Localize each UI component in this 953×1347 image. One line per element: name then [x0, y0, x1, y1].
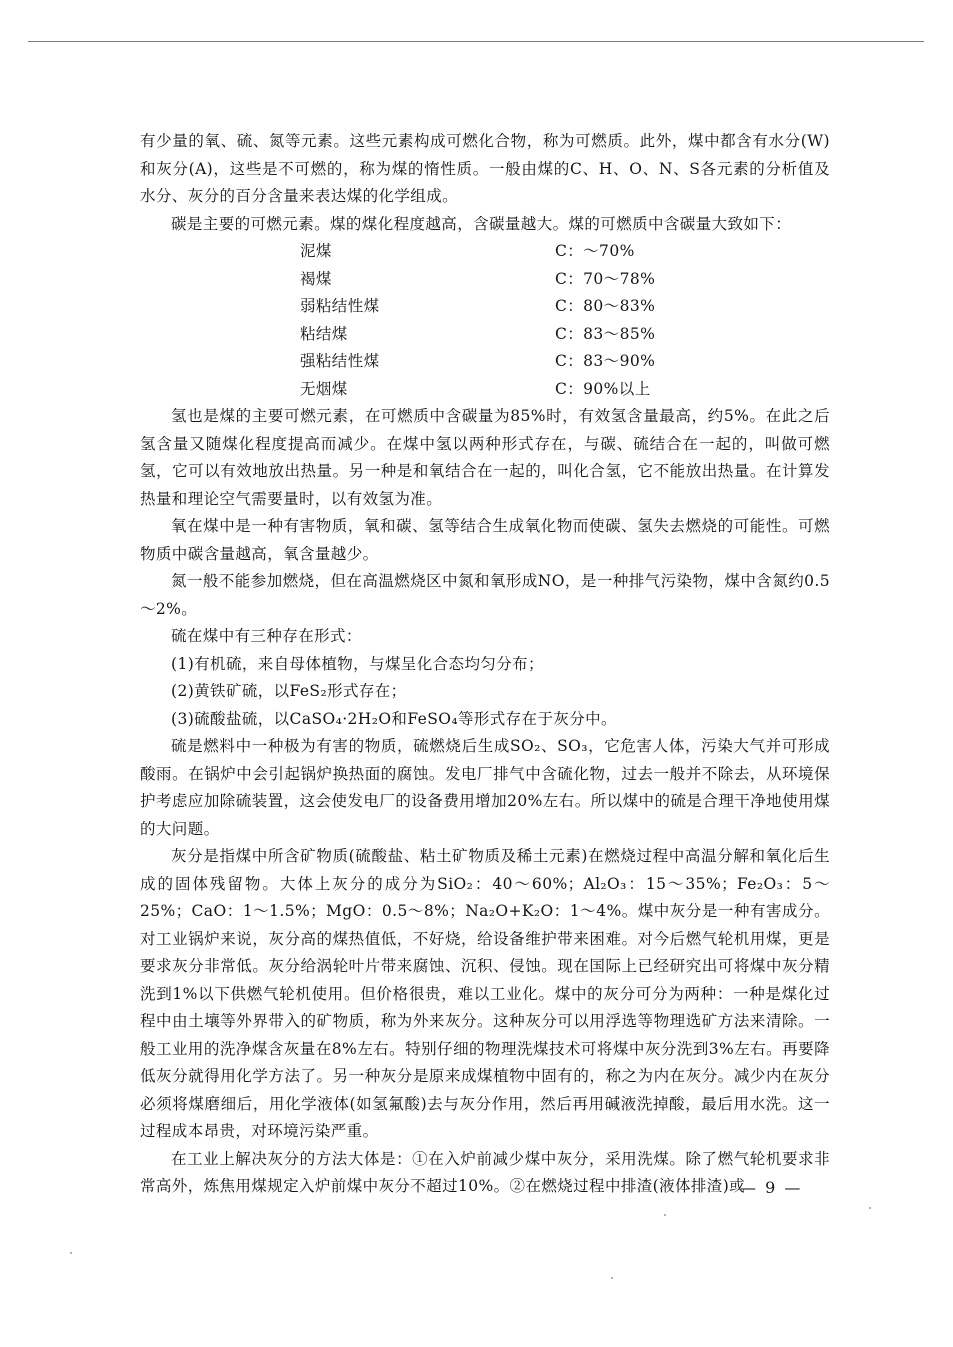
- coal-carbon-content: C：83～85%: [555, 324, 656, 343]
- coal-row: [300, 238, 830, 266]
- coal-row: [300, 293, 830, 321]
- coal-row: [300, 376, 830, 404]
- coal-carbon-content: C：70～78%: [555, 269, 656, 288]
- coal-name: 弱粘结性煤: [300, 297, 380, 315]
- scan-speck: [869, 1207, 871, 1209]
- coal-name: 褐煤: [300, 269, 332, 288]
- coal-row: [300, 266, 830, 294]
- list-item-organic-sulfur: (1)有机硫，来自母体植物，与煤呈化合态均匀分布；: [171, 654, 544, 673]
- page-body: [140, 128, 830, 1201]
- coal-carbon-content: C：80～83%: [555, 297, 656, 315]
- coal-row: [300, 348, 830, 376]
- coal-carbon-content: C：90%以上: [555, 379, 651, 398]
- coal-row: [300, 321, 830, 349]
- coal-name: 强粘结性煤: [300, 352, 380, 370]
- list-item-pyrite-sulfur: (2)黄铁矿硫，以FeS₂形式存在；: [171, 682, 407, 700]
- top-rule: [28, 41, 924, 42]
- paragraph-hydrogen: 氢也是煤的主要可燃元素，在可燃质中含碳量为85%时，有效氢含量最高，约5%。在此之后氢含量又随煤化程度提高而减少。在煤中氢以两种形式存在，与碳、硫结合在一起的，叫做可燃氢，它可以有效地放出热量。另一种是和氧结合在一起的，叫化合氢，它不能放出热量。在计算发热量和理论空气需要量时，以有效氢为准。: [140, 407, 830, 508]
- paragraph-sulfur-harm: 硫是燃料中一种极为有害的物质，硫燃烧后生成SO₂、SO₃，它危害人体，污染大气并可形成酸雨。在锅炉中会引起锅炉换热面的腐蚀。发电厂排气中含硫化物，过去一般并不除去，从环境保护考虑应加除硫装置，这会使发电厂的设备费用增加20%左右。所以煤中的硫是合理干净地使用煤的大问题。: [140, 737, 830, 838]
- paragraph-ash-solutions: 在工业上解决灰分的方法大体是：①在入炉前减少煤中灰分，采用洗煤。除了燃气轮机要求非常高外，炼焦用煤规定入炉前煤中灰分不超过10%。②在燃烧过程中排渣(液体排渣)或: [140, 1149, 830, 1195]
- paragraph-nitrogen: 氮一般不能参加燃烧，但在高温燃烧区中氮和氧形成NO，是一种排气污染物，煤中含氮约0.5～2%。: [140, 572, 830, 618]
- scan-speck: [70, 1252, 72, 1254]
- scan-speck: [664, 1214, 666, 1216]
- list-item-sulfate-sulfur: (3)硫酸盐硫，以CaSO₄·2H₂O和FeSO₄等形式存在于灰分中。: [171, 709, 617, 728]
- paragraph-oxygen: 氧在煤中是一种有害物质，氧和碳、氢等结合生成氧化物而使碳、氢失去燃烧的可能性。可燃物质中碳含量越高，氧含量越少。: [140, 517, 830, 563]
- paragraph-composition: 有少量的氧、硫、氮等元素。这些元素构成可燃化合物，称为可燃质。此外，煤中都含有水分(W)和灰分(A)，这些是不可燃的，称为煤的惰性质。一般由煤的C、H、O、N、S各元素的分析值及水分、灰分的百分含量来表达煤的化学组成。: [140, 132, 830, 205]
- coal-carbon-content: C：～70%: [555, 242, 635, 260]
- coal-name: 粘结煤: [300, 324, 348, 343]
- page-number: — 9 —: [740, 1178, 803, 1197]
- coal-name: 泥煤: [300, 242, 332, 260]
- scan-speck: [611, 1277, 613, 1279]
- coal-name: 无烟煤: [300, 379, 348, 398]
- coal-carbon-table: [140, 238, 830, 403]
- paragraph-sulfur-intro: 硫在煤中有三种存在形式：: [171, 627, 362, 645]
- coal-carbon-content: C：83～90%: [555, 352, 656, 370]
- paragraph-ash: 灰分是指煤中所含矿物质(硫酸盐、粘土矿物质及稀土元素)在燃烧过程中高温分解和氧化后生成的固体残留物。大体上灰分的成分为SiO₂：40～60%；Al₂O₃：15～35%；Fe₂O₃：5～25%；CaO：1～1.5%；MgO：0.5～8%；Na₂O+K₂O：1～4%。煤中灰分是一种有害成分。对工业锅炉来说，灰分高的煤热值低，不好烧，给设备维护带来困难。对今后燃气轮机用煤，更是要求灰分非常低。灰分给涡轮叶片带来腐蚀、沉积、侵蚀。现在国际上已经研究出可将煤中灰分精洗到1%以下供燃气轮机使用。但价格很贵，难以工业化。煤中的灰分可分为两种：一种是煤化过程中由土壤等外界带入的矿物质，称为外来灰分。这种灰分可以用浮选等物理选矿方法来清除。一般工业用的洗净煤含灰量在8%左右。特别仔细的物理洗煤技术可将煤中灰分洗到3%左右。再要降低灰分就得用化学方法了。另一种灰分是原来成煤植物中固有的，称之为内在灰分。减少内在灰分必须将煤磨细后，用化学液体(如氢氟酸)去与灰分作用，然后再用碱液洗掉酸，最后用水洗。这一过程成本昂贵，对环境污染严重。: [140, 847, 830, 1140]
- paragraph-carbon-intro: 碳是主要的可燃元素。煤的煤化程度越高，含碳量越大。煤的可燃质中含碳量大致如下：: [171, 214, 792, 233]
